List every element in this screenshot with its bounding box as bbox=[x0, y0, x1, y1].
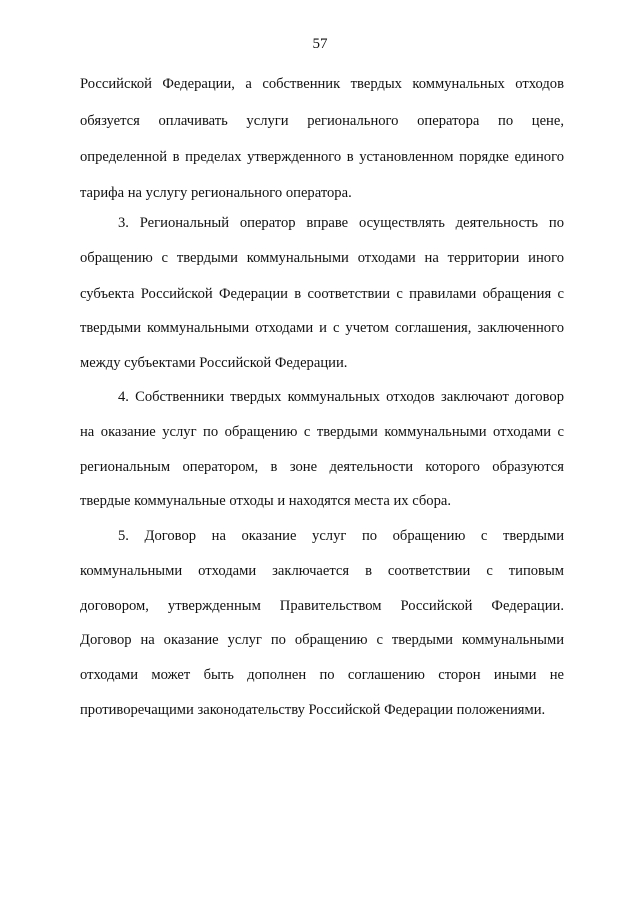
text-line: тарифа на услугу регионального оператора. bbox=[80, 185, 352, 201]
text-line: региональным оператором, в зоне деятельности которого образуются bbox=[80, 459, 564, 475]
text-line: твердые коммунальные отходы и находятся места их сбора. bbox=[80, 493, 452, 509]
text-line: отходами может быть дополнен по соглашению сторон иными не bbox=[80, 667, 564, 683]
text-line: Договор на оказание услуг по обращению с твердыми коммунальными bbox=[80, 632, 564, 648]
page-number: 57 bbox=[312, 36, 328, 52]
text-line: противоречащими законодательству Российской Федерации положениями. bbox=[80, 702, 546, 718]
paragraph-5-first-line: 5. Договор на оказание услуг по обращению с твердыми bbox=[118, 528, 564, 544]
paragraph-3-first-line: 3. Региональный оператор вправе осуществлять деятельность по bbox=[118, 215, 564, 231]
text-line: договором, утвержденным Правительством Российской Федерации. bbox=[80, 598, 564, 614]
text-line: твердыми коммунальными отходами и с учетом соглашения, заключенного bbox=[80, 320, 564, 336]
text-line: Российской Федерации, а собственник твердых коммунальных отходов bbox=[80, 76, 564, 92]
text-line: между субъектами Российской Федерации. bbox=[80, 355, 348, 371]
paragraph-4-first-line: 4. Собственники твердых коммунальных отходов заключают договор bbox=[118, 389, 564, 405]
text-line: определенной в пределах утвержденного в установленном порядке единого bbox=[80, 149, 564, 165]
text-line: субъекта Российской Федерации в соответствии с правилами обращения с bbox=[80, 286, 564, 302]
text-line: обязуется оплачивать услуги регионального оператора по цене, bbox=[80, 113, 564, 129]
text-line: на оказание услуг по обращению с твердыми коммунальными отходами с bbox=[80, 424, 564, 440]
text-line: обращению с твердыми коммунальными отходами на территории иного bbox=[80, 250, 564, 266]
text-line: коммунальными отходами заключается в соответствии с типовым bbox=[80, 563, 564, 579]
